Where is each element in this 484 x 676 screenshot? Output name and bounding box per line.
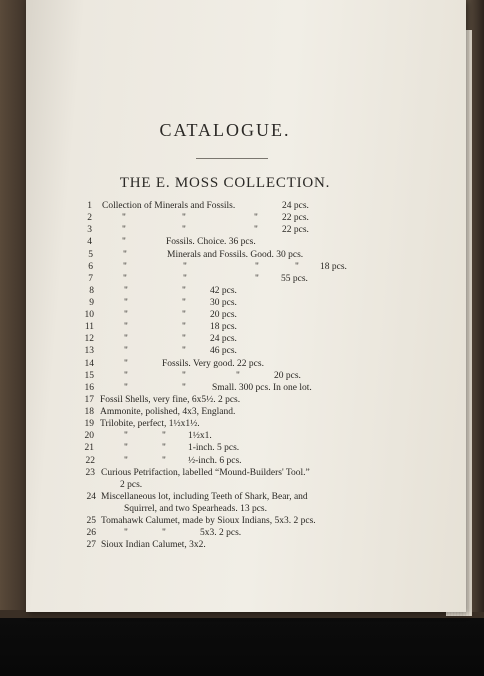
entry-text: ": [162, 443, 166, 453]
collection-heading: THE E. MOSS COLLECTION.: [119, 175, 331, 191]
entry-text: ": [254, 213, 258, 223]
entry-text: 55 pcs.: [281, 274, 308, 284]
entry-text: 24 pcs.: [282, 201, 309, 211]
entry-text: 18 pcs.: [210, 322, 237, 332]
catalogue-entry: [0, 309, 484, 321]
catalogue-entry: [0, 321, 484, 333]
entry-text: 1-inch. 5 pcs.: [188, 443, 240, 453]
entry-text: 20 pcs.: [274, 371, 301, 381]
entry-text: Trilobite, perfect, 1½x1½.: [100, 419, 200, 429]
entry-number: 14: [84, 359, 94, 369]
catalogue-entry: [0, 273, 484, 285]
entry-text: ": [124, 322, 128, 332]
entry-text: 22 pcs.: [282, 213, 309, 223]
entry-text: ": [255, 274, 259, 284]
entry-text: 46 pcs.: [210, 346, 237, 356]
entry-text: ": [124, 310, 128, 320]
entry-number: 20: [84, 431, 94, 441]
catalogue-entry: [0, 358, 484, 370]
entry-text: Ammonite, polished, 4x3, England.: [100, 407, 236, 417]
entry-number: 25: [86, 516, 96, 526]
catalogue-entry: [0, 430, 484, 442]
entry-number: 12: [84, 334, 94, 344]
entry-number: 8: [89, 286, 94, 296]
catalogue-entry: [0, 345, 484, 357]
entry-text: ": [182, 383, 186, 393]
catalogue-entry: [0, 491, 484, 503]
entry-text: 30 pcs.: [210, 298, 237, 308]
catalogue-entry: [0, 370, 484, 382]
entry-number: 22: [85, 456, 95, 466]
page-title: CATALOGUE.: [159, 120, 291, 140]
entry-text: ": [182, 225, 186, 235]
catalogue-entry: [0, 333, 484, 345]
entry-number: 11: [84, 322, 94, 332]
entry-number: 23: [85, 468, 95, 478]
entry-number: 16: [84, 383, 94, 393]
entry-number: 9: [89, 298, 94, 308]
entry-text: ": [183, 262, 187, 272]
entry-text: ": [124, 334, 128, 344]
entry-text: 5x3. 2 pcs.: [200, 528, 242, 538]
entry-text: Squirrel, and two Spearheads. 13 pcs.: [124, 504, 267, 514]
catalogue-entry: [0, 297, 484, 309]
catalogue-entry: [0, 527, 484, 539]
entry-number: 6: [88, 262, 93, 272]
catalogue-entry: [0, 515, 484, 527]
entry-number: 26: [86, 528, 96, 538]
entry-text: ": [255, 262, 259, 272]
entry-number: 15: [84, 371, 94, 381]
entry-text: ": [122, 237, 126, 247]
catalogue-entry: [0, 406, 484, 418]
entry-text: Tomahawk Calumet, made by Sioux Indians, 5x3. 2 pcs.: [101, 516, 316, 526]
entry-text: ": [123, 250, 127, 260]
catalogue-entry: [0, 200, 484, 212]
entry-number: 3: [87, 225, 92, 235]
entry-number: 19: [84, 419, 94, 429]
entry-number: 2: [87, 213, 92, 223]
catalogue-entry: [0, 442, 484, 454]
entry-text: Minerals and Fossils. Good. 30 pcs.: [167, 250, 304, 260]
entry-number: 1: [87, 201, 92, 211]
catalogue-entry: [0, 394, 484, 406]
entry-text: Curious Petrifaction, labelled “Mound-Builders' Tool.”: [101, 468, 310, 478]
entry-text: ": [236, 371, 240, 381]
entry-text: 20 pcs.: [210, 310, 237, 320]
catalogue-entry: [0, 539, 484, 551]
entry-text: Small. 300 pcs. In one lot.: [212, 383, 312, 393]
entry-text: ": [162, 456, 166, 466]
entry-text: ": [182, 334, 186, 344]
entry-text: 22 pcs.: [282, 225, 309, 235]
catalogue-entry: [0, 455, 484, 467]
entry-number: 18: [84, 407, 94, 417]
entry-text: ": [182, 346, 186, 356]
entry-text: Fossil Shells, very fine, 6x5½. 2 pcs.: [100, 395, 241, 405]
entry-text: ": [295, 262, 299, 272]
entry-text: ": [124, 528, 128, 538]
entry-number: 7: [88, 274, 93, 284]
entry-text: ": [124, 371, 128, 381]
catalogue-entry: [0, 261, 484, 273]
catalogue-entry: [0, 224, 484, 236]
entry-text: 24 pcs.: [210, 334, 237, 344]
entry-text: 18 pcs.: [320, 262, 347, 272]
entry-text: Fossils. Choice. 36 pcs.: [166, 237, 256, 247]
entry-text: Miscellaneous lot, including Teeth of Shark, Bear, and: [101, 492, 308, 502]
entry-text: Sioux Indian Calumet, 3x2.: [101, 540, 206, 550]
catalogue-entry: [0, 467, 484, 479]
entry-text: ": [182, 310, 186, 320]
entry-text: ": [182, 322, 186, 332]
entry-text: ": [124, 383, 128, 393]
entry-text: ": [254, 225, 258, 235]
entry-text: ": [124, 346, 128, 356]
entry-number: 10: [84, 310, 94, 320]
entry-number: 27: [86, 540, 96, 550]
entry-text: ": [122, 213, 126, 223]
entry-text: ": [123, 274, 127, 284]
entry-text: ": [124, 431, 128, 441]
entry-number: 21: [84, 443, 94, 453]
entry-text: ": [162, 528, 166, 538]
catalogue-entry: [0, 503, 484, 515]
entry-text: ": [183, 274, 187, 284]
entry-text: ": [124, 286, 128, 296]
entry-text: Fossils. Very good. 22 pcs.: [162, 359, 264, 369]
entry-text: ": [123, 262, 127, 272]
entry-text: 2 pcs.: [120, 480, 143, 490]
catalogue-entry: [0, 212, 484, 224]
entry-number: 5: [88, 250, 93, 260]
catalogue-entry: [0, 382, 484, 394]
entry-text: ": [124, 298, 128, 308]
catalogue-entry: [0, 249, 484, 261]
entry-text: ": [122, 225, 126, 235]
entry-number: 17: [84, 395, 94, 405]
catalogue-entry: [0, 418, 484, 430]
entry-text: ": [182, 286, 186, 296]
entry-text: ½-inch. 6 pcs.: [188, 456, 242, 466]
entry-text: 42 pcs.: [210, 286, 237, 296]
catalogue-entry: [0, 479, 484, 491]
entry-text: ": [162, 431, 166, 441]
entry-number: 24: [86, 492, 96, 502]
entry-text: ": [124, 359, 128, 369]
entry-text: ": [182, 298, 186, 308]
entry-text: Collection of Minerals and Fossils.: [102, 201, 236, 211]
entry-text: ": [124, 443, 128, 453]
entry-text: ": [182, 213, 186, 223]
entry-text: 1½x1.: [188, 431, 212, 441]
entry-text: ": [124, 456, 128, 466]
entry-number: 13: [84, 346, 94, 356]
catalogue-entry: [0, 236, 484, 248]
entry-text: ": [182, 371, 186, 381]
entry-number: 4: [87, 237, 92, 247]
catalogue-entry: [0, 285, 484, 297]
